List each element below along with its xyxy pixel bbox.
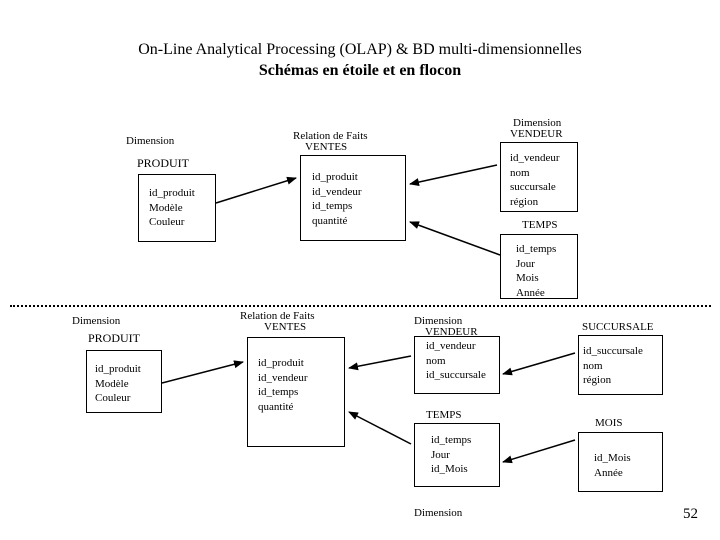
- flocon-produit-dimension-label: Dimension: [72, 315, 121, 327]
- field: Mois: [516, 272, 539, 284]
- field: id_succursale: [583, 345, 643, 357]
- flocon-footer-dimension-label: Dimension: [414, 507, 463, 519]
- flocon-mois-name: MOIS: [595, 417, 623, 429]
- field: Couleur: [149, 216, 185, 228]
- arrow-flocon-vendeur: [349, 356, 411, 368]
- field: id_produit: [95, 363, 141, 375]
- arrow-star-produit: [216, 178, 296, 203]
- star-produit-dimension-label: Dimension: [126, 135, 175, 147]
- field: Jour: [431, 448, 450, 461]
- field: Année: [516, 286, 545, 299]
- star-temps-name: TEMPS: [522, 219, 558, 231]
- field: id_vendeur: [426, 340, 476, 352]
- field: Année: [594, 466, 623, 479]
- field: id_temps: [431, 434, 472, 446]
- star-vendeur-dimension-label: Dimension: [513, 117, 562, 129]
- field: Modèle: [95, 377, 129, 390]
- field: id_Mois: [431, 463, 468, 475]
- field: id_produit: [312, 171, 358, 183]
- flocon-vendeur-name: VENDEUR: [425, 326, 478, 338]
- arrow-star-vendeur: [410, 165, 497, 184]
- field: id_vendeur: [312, 185, 362, 198]
- flocon-succursale-name: SUCCURSALE: [582, 321, 654, 333]
- field: id_temps: [516, 243, 557, 255]
- arrow-flocon-succursale: [503, 353, 575, 374]
- page-number: 52: [683, 506, 698, 522]
- field: région: [510, 195, 539, 208]
- field: région: [583, 374, 612, 386]
- field: Couleur: [95, 392, 131, 404]
- slide-subtitle: Schémas en étoile et en flocon: [258, 62, 462, 79]
- flocon-fact-name: VENTES: [264, 321, 307, 333]
- arrow-flocon-produit: [162, 362, 243, 383]
- field: Jour: [516, 257, 535, 270]
- field: Modèle: [149, 201, 183, 214]
- field: id_temps: [258, 386, 299, 398]
- flocon-vendeur-dimension-label: Dimension: [414, 315, 463, 327]
- arrow-flocon-mois: [503, 440, 575, 462]
- star-vendeur-name: VENDEUR: [510, 128, 563, 140]
- flocon-fact-label: Relation de Faits: [240, 310, 315, 322]
- flocon-temps-name: TEMPS: [426, 409, 462, 421]
- star-fact-label: Relation de Faits: [293, 130, 368, 142]
- field: nom: [510, 166, 530, 179]
- flocon-produit-name: PRODUIT: [88, 331, 141, 345]
- field: id_produit: [258, 357, 304, 369]
- star-produit-name: PRODUIT: [137, 156, 190, 170]
- field: id_produit: [149, 187, 195, 199]
- field: id_Mois: [594, 452, 631, 464]
- slide-title: On-Line Analytical Processing (OLAP) & BD multi-dimensionnelles: [138, 41, 582, 58]
- field: quantité: [258, 400, 294, 413]
- field: id_vendeur: [258, 371, 308, 384]
- arrow-flocon-temps: [349, 412, 411, 444]
- field: succursale: [510, 181, 556, 193]
- field: nom: [426, 354, 446, 367]
- field: id_vendeur: [510, 152, 560, 164]
- field: id_succursale: [426, 369, 486, 381]
- arrow-star-temps: [410, 222, 500, 255]
- field: id_temps: [312, 200, 353, 212]
- star-fact-name: VENTES: [305, 141, 348, 153]
- field: nom: [583, 359, 603, 372]
- field: quantité: [312, 214, 348, 227]
